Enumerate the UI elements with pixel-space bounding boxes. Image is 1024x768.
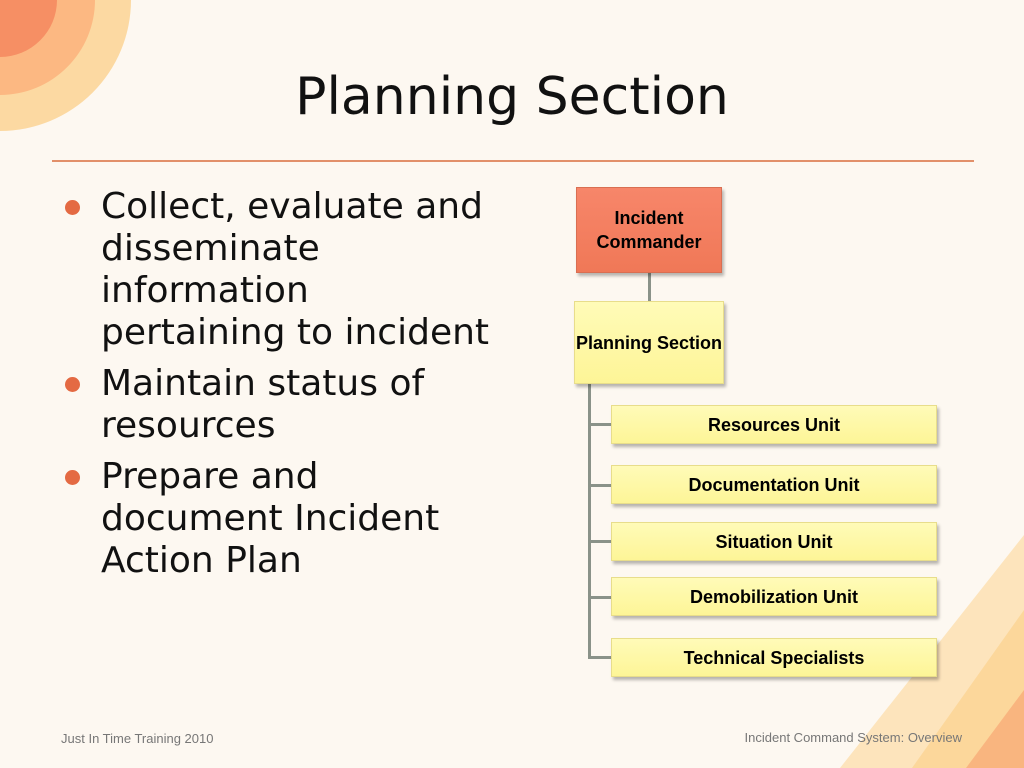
unit-label: Situation Unit bbox=[715, 531, 833, 552]
demobilization-unit-box bbox=[611, 577, 937, 616]
unit-label: Demobilization Unit bbox=[690, 586, 858, 607]
connector-branch bbox=[588, 484, 611, 487]
bullet-text: Collect, evaluate and disseminate information pertaining to incident bbox=[101, 186, 490, 353]
title-divider bbox=[52, 160, 974, 162]
connector-branch bbox=[588, 423, 611, 426]
bullet-text: Maintain status of resources bbox=[101, 363, 425, 446]
incident-commander-box bbox=[576, 187, 722, 273]
org-chart bbox=[560, 180, 960, 690]
connector-branch bbox=[588, 596, 611, 599]
technical-specialists-box bbox=[611, 638, 937, 677]
bullet-item bbox=[60, 363, 500, 447]
footer-left-text: Just In Time Training 2010 bbox=[61, 731, 214, 746]
unit-label: Technical Specialists bbox=[683, 647, 865, 668]
unit-label: Resources Unit bbox=[707, 414, 841, 435]
bullet-item bbox=[60, 186, 500, 354]
connector-branch bbox=[588, 540, 611, 543]
bullet-list bbox=[60, 186, 500, 591]
connector-commander-section bbox=[648, 273, 651, 301]
unit-label: Documentation Unit bbox=[688, 474, 860, 495]
bullet-dot-icon bbox=[65, 377, 80, 392]
situation-unit-box bbox=[611, 522, 937, 561]
documentation-unit-box bbox=[611, 465, 937, 504]
planning-section-label: Planning Section bbox=[575, 332, 722, 353]
resources-unit-box bbox=[611, 405, 937, 444]
footer-right-text: Incident Command System: Overview bbox=[744, 730, 962, 745]
bullet-text: Prepare and document Incident Action Plan bbox=[101, 456, 440, 581]
incident-commander-label: Incident Commander bbox=[596, 208, 702, 252]
planning-section-box bbox=[574, 301, 724, 384]
bullet-dot-icon bbox=[65, 470, 80, 485]
slide-title: Planning Section bbox=[295, 67, 729, 127]
bullet-item bbox=[60, 456, 500, 582]
bullet-dot-icon bbox=[65, 200, 80, 215]
connector-branch bbox=[588, 656, 611, 659]
